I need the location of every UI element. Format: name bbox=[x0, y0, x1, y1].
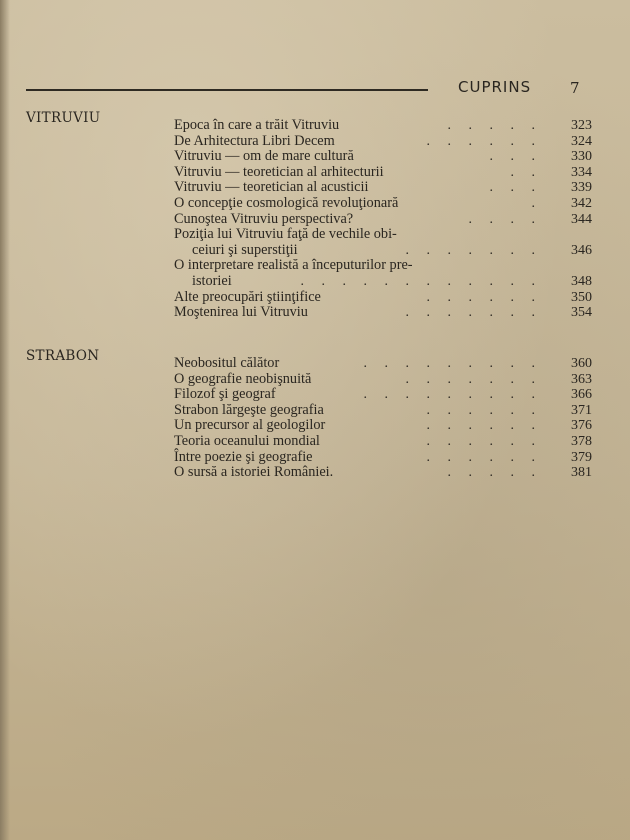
toc-entry bbox=[174, 434, 594, 450]
toc-entry-page: 371 bbox=[571, 402, 592, 418]
toc-leader-dots: . . . . bbox=[468, 211, 542, 227]
toc-entry bbox=[174, 465, 594, 481]
toc-leader-dots: . . . bbox=[489, 149, 542, 165]
toc-entry-page: 339 bbox=[571, 180, 592, 196]
toc-entry bbox=[174, 134, 594, 150]
toc-entry-title: Vitruviu — teoretician al acusticii bbox=[174, 179, 369, 196]
running-header-title: CUPRINS bbox=[458, 78, 532, 96]
toc-entry-title: Vitruviu — om de mare cultură bbox=[174, 148, 354, 165]
toc-entry bbox=[174, 165, 594, 181]
toc-entry-page: 350 bbox=[571, 289, 592, 305]
toc-entry bbox=[174, 149, 594, 165]
toc-leader-dots: . . . . . . bbox=[426, 418, 542, 434]
toc-entry-title: O geografie neobişnuită bbox=[174, 370, 312, 387]
toc-leader-dots: . . . . . . . . . bbox=[363, 356, 542, 371]
toc-leader-dots: . . . bbox=[489, 180, 542, 196]
toc-entry bbox=[174, 450, 594, 466]
toc-entry-page: 366 bbox=[571, 387, 592, 403]
page-edge-shadow bbox=[0, 0, 10, 840]
toc-entry bbox=[174, 180, 594, 196]
toc-entry-page: 344 bbox=[571, 211, 592, 227]
toc-entry-title: O concepţie cosmologică revoluţionară bbox=[174, 194, 399, 211]
toc-leader-dots: . . . . . . bbox=[426, 449, 542, 465]
toc-entry-title: Moştenirea lui Vitruviu bbox=[174, 304, 308, 321]
section-label-vitruviu: VITRUVIU bbox=[26, 110, 101, 126]
toc-entry-title-continuation: ceiuri şi superstiţii bbox=[192, 241, 298, 258]
toc-entry-title: Alte preocupări ştiinţifice bbox=[174, 288, 321, 305]
toc-leader-dots: . . . . . bbox=[447, 118, 542, 133]
toc-entry-title: Cunoştea Vitruviu perspectiva? bbox=[174, 210, 354, 227]
toc-list-vitruviu bbox=[174, 118, 594, 321]
toc-leader-dots: . . . . . . bbox=[426, 402, 542, 418]
toc-entry-page: 324 bbox=[571, 133, 592, 149]
toc-entry-title: Un precursor al geologilor bbox=[174, 417, 326, 434]
toc-entry-page: 323 bbox=[571, 118, 592, 133]
toc-entry-page: 346 bbox=[571, 242, 592, 258]
toc-entry bbox=[174, 356, 594, 372]
toc-list-strabon bbox=[174, 356, 594, 481]
toc-entry-page: 379 bbox=[571, 449, 592, 465]
section-label-strabon: STRABON bbox=[26, 348, 100, 364]
toc-entry-title: O sursă a istoriei României. bbox=[174, 464, 334, 481]
toc-entry-page: 378 bbox=[571, 433, 592, 449]
toc-entry bbox=[174, 305, 594, 321]
toc-entry-title: Neobositul călător bbox=[174, 355, 280, 371]
toc-entry-page: 381 bbox=[571, 465, 592, 481]
toc-entry-title: O interpretare realistă a începuturilor pre- bbox=[174, 257, 413, 274]
toc-leader-dots: . . . . . bbox=[447, 465, 542, 481]
header-rule bbox=[26, 89, 428, 91]
toc-leader-dots: . . . . . . . . . . . . bbox=[300, 273, 542, 289]
toc-entry bbox=[174, 418, 594, 434]
page-number: 7 bbox=[570, 79, 580, 97]
toc-leader-dots: . . . . . . bbox=[426, 289, 542, 305]
toc-leader-dots: . . . . . . . . . bbox=[363, 387, 542, 403]
toc-entry-page: 363 bbox=[571, 371, 592, 387]
toc-entry bbox=[174, 118, 594, 134]
toc-entry bbox=[174, 290, 594, 306]
toc-leader-dots: . . . . . . . bbox=[405, 305, 542, 321]
toc-entry bbox=[174, 227, 594, 258]
toc-entry-page: 354 bbox=[571, 305, 592, 321]
toc-entry-title: Strabon lărgeşte geografia bbox=[174, 401, 324, 418]
toc-entry bbox=[174, 212, 594, 228]
toc-entry bbox=[174, 387, 594, 403]
toc-leader-dots: . . bbox=[510, 164, 542, 180]
toc-leader-dots: . . . . . . bbox=[426, 433, 542, 449]
toc-leader-dots: . . . . . . . bbox=[405, 242, 542, 258]
toc-entry-page: 376 bbox=[571, 418, 592, 434]
toc-entry-page: 342 bbox=[571, 195, 592, 211]
toc-entry-title: Teoria oceanului mondial bbox=[174, 432, 320, 449]
toc-entry-title: Filozof şi geograf bbox=[174, 386, 276, 403]
toc-entry-page: 348 bbox=[571, 273, 592, 289]
toc-leader-dots: . bbox=[531, 195, 542, 211]
toc-entry-title: Epoca în care a trăit Vitruviu bbox=[174, 117, 340, 133]
toc-entry bbox=[174, 258, 594, 289]
toc-entry-page: 330 bbox=[571, 149, 592, 165]
toc-entry bbox=[174, 196, 594, 212]
toc-entry-title: Vitruviu — teoretician al arhitecturii bbox=[174, 163, 384, 180]
toc-entry bbox=[174, 403, 594, 419]
toc-leader-dots: . . . . . . bbox=[426, 133, 542, 149]
toc-entry-page: 334 bbox=[571, 164, 592, 180]
toc-entry-page: 360 bbox=[571, 356, 592, 371]
toc-entry bbox=[174, 372, 594, 388]
toc-entry-title-continuation: istoriei bbox=[192, 272, 232, 289]
toc-leader-dots: . . . . . . . bbox=[405, 371, 542, 387]
toc-entry-title: Între poezie şi geografie bbox=[174, 448, 313, 465]
toc-entry-title: Poziţia lui Vitruviu faţă de vechile obi- bbox=[174, 226, 397, 243]
toc-entry-title: De Arhitectura Libri Decem bbox=[174, 132, 335, 149]
